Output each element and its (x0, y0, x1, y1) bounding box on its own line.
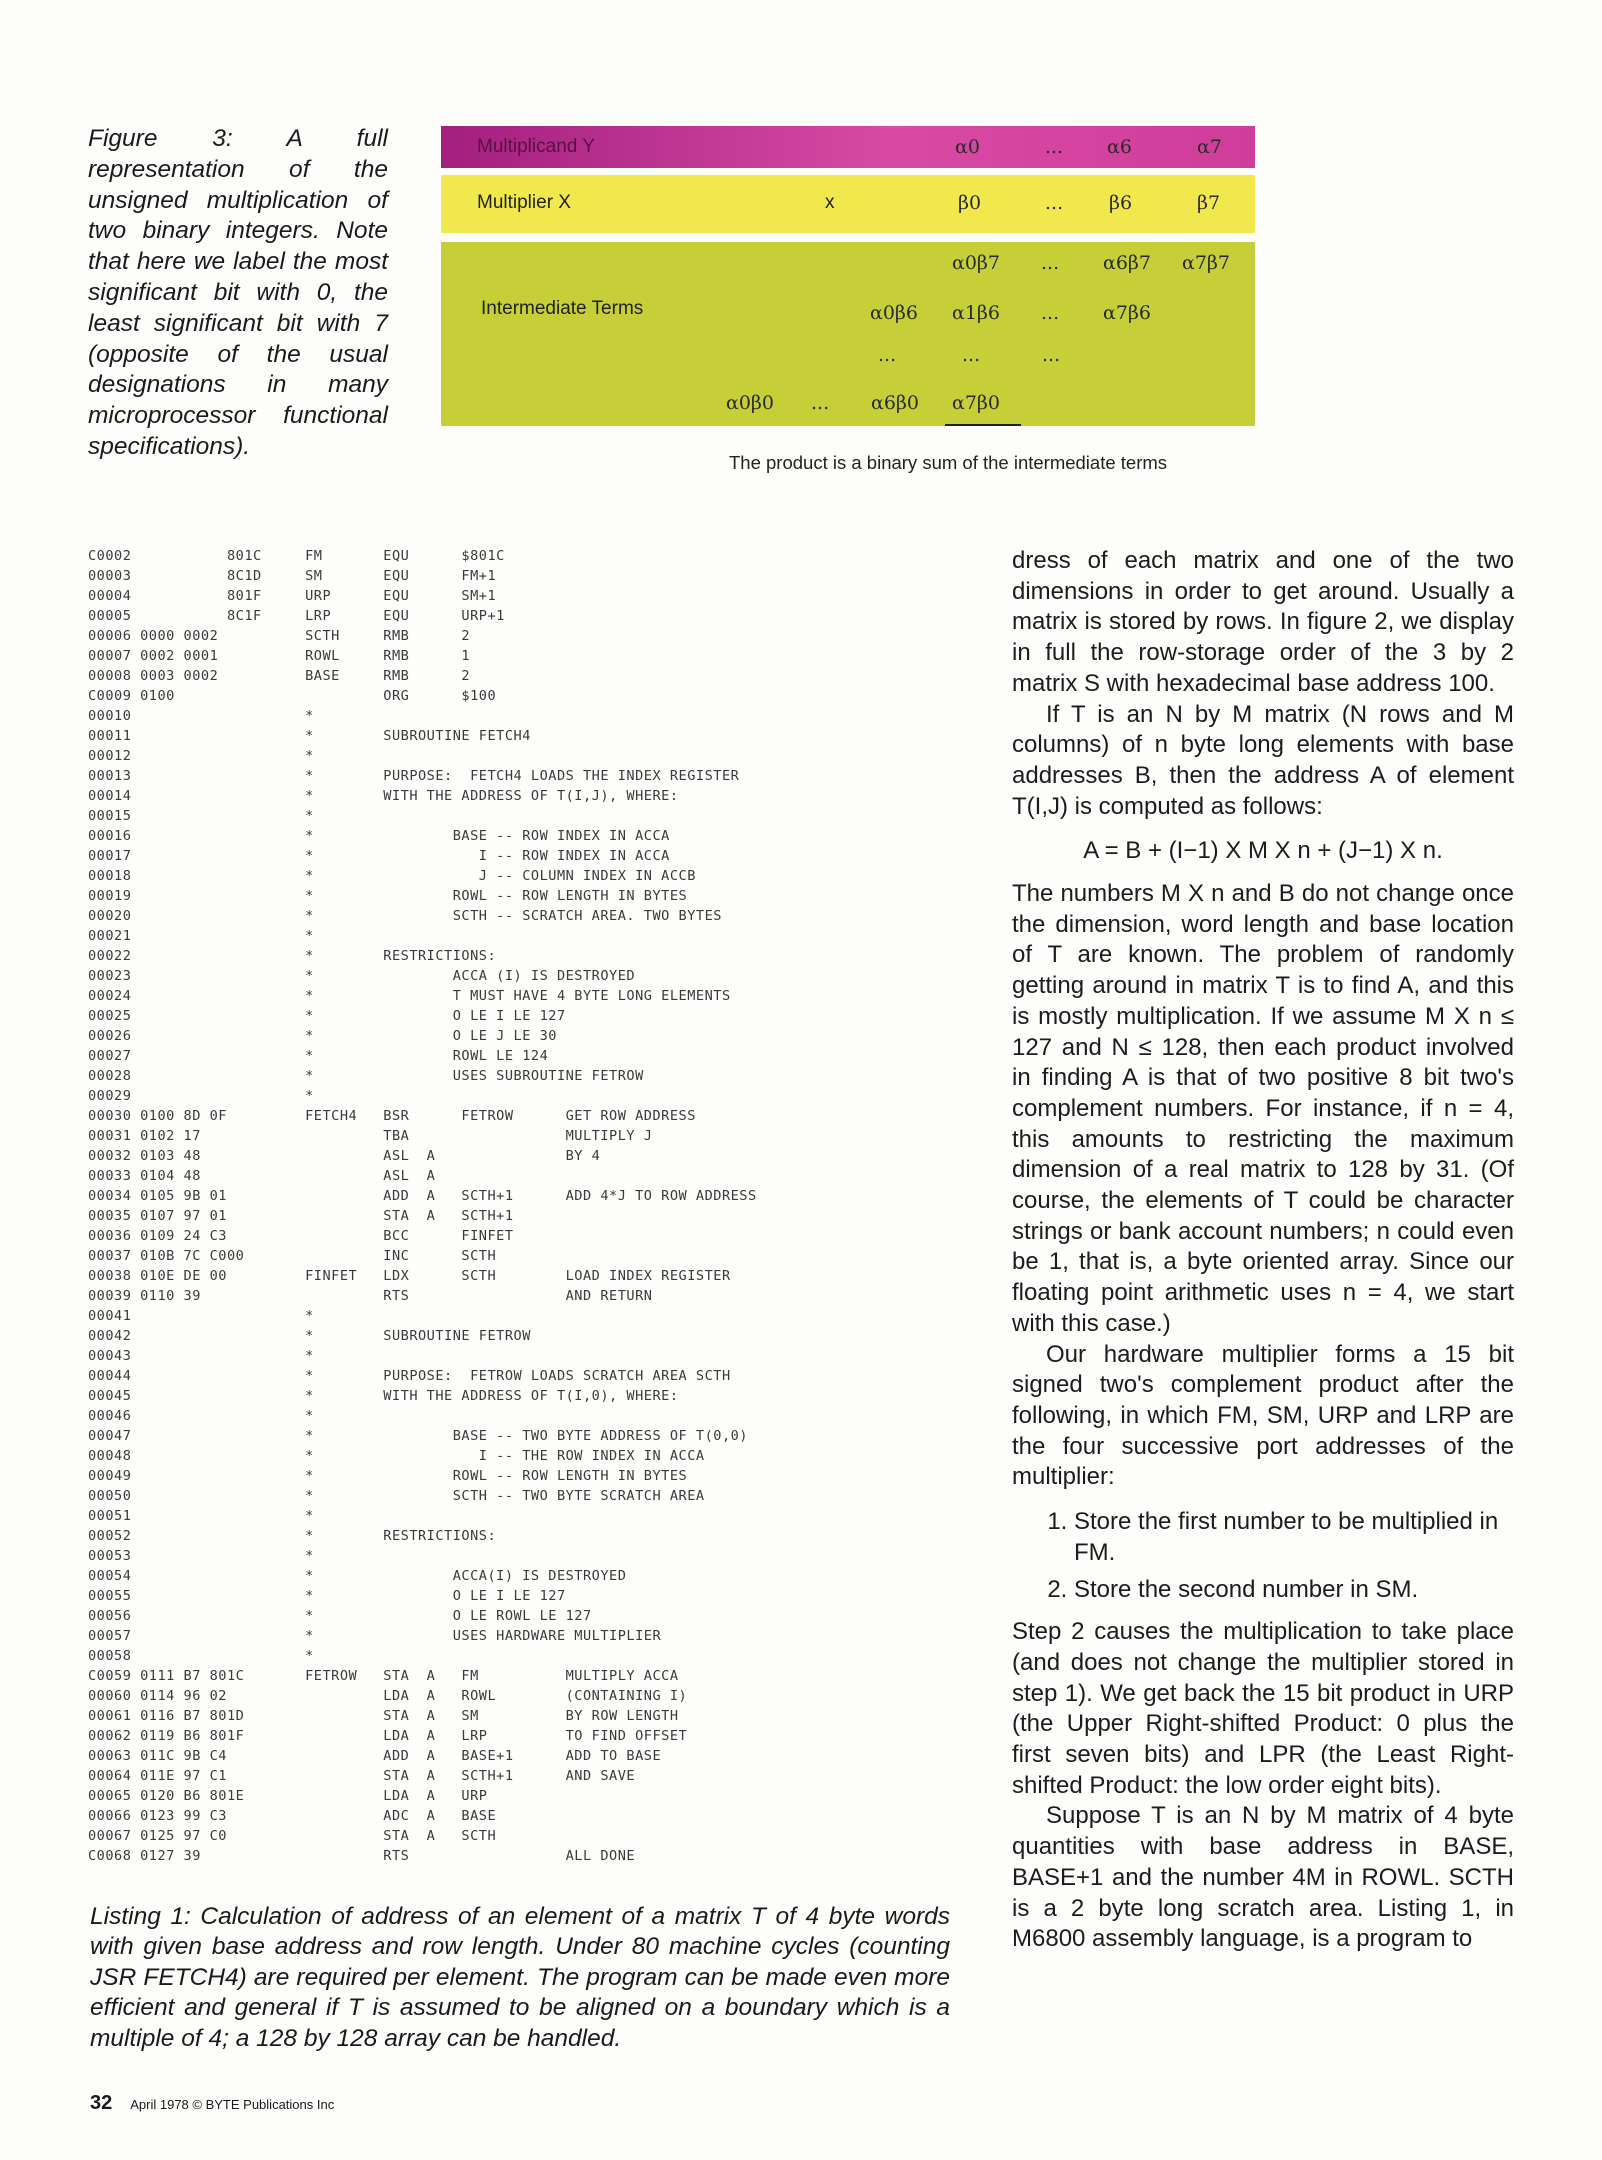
listing-line: 00031 0102 17 TBA MULTIPLY J (88, 1128, 653, 1144)
listing-line: 00029 * (88, 1088, 314, 1104)
listing-line: 00004 801F URP EQU SM+1 (88, 588, 497, 604)
multiplication-diagram (441, 126, 1255, 472)
listing-line: 00056 * O LE ROWL LE 127 (88, 1608, 592, 1624)
x-term-0: β0 (958, 192, 982, 214)
figure-3-caption: Figure 3: A full representation of the unsigned multiplication of two binary integers. Note that here we label the most significant bit with 0, the least significant bit with 7 (opposite of the usual designations in many microprocessor functional specifications). (88, 125, 388, 460)
listing-line: 00013 * PURPOSE: FETCH4 LOADS THE INDEX REGISTER (88, 768, 740, 784)
listing-line: 00047 * BASE -- TWO BYTE ADDRESS OF T(0,0) (88, 1428, 748, 1444)
diagram-footnote: The product is a binary sum of the intermediate terms (729, 452, 1168, 473)
intermediate-label: Intermediate Terms (481, 298, 644, 319)
listing-line: 00006 0000 0002 SCTH RMB 2 (88, 628, 471, 644)
listing-line: 00022 * RESTRICTIONS: (88, 948, 497, 964)
times-sign: x (825, 192, 835, 213)
sum-underline (945, 424, 1021, 426)
listing-line: C0002 801C FM EQU $801C (88, 548, 505, 564)
body-paragraph-4: Our hardware multiplier forms a 15 bit signed two's complement product after the following, in which FM, SM, URP and LRP are the four successive port addresses of the multiplier: (1012, 1340, 1514, 1491)
listing-line: 00020 * SCTH -- SCRATCH AREA. TWO BYTES (88, 908, 722, 924)
y-term-6: α6 (1107, 136, 1132, 158)
listing-line: 00017 * I -- ROW INDEX IN ACCA (88, 848, 670, 864)
y-term-0: α0 (955, 136, 980, 158)
listing-line: C0068 0127 39 RTS ALL DONE (88, 1848, 636, 1864)
mid-ellipsis-3: ... (1042, 344, 1061, 366)
body-paragraph-5: Step 2 causes the multiplication to take place (and does not change the multiplier stored in step 1). We get back the 15 bit product in URP (the Upper Right-shifted Product: 0 plus the first seven bits) and LPR (the Least Right-shifted Product: the low order eight bits). (1012, 1618, 1514, 1799)
listing-line: 00037 010B 7C C000 INC SCTH (88, 1248, 497, 1264)
listing-line: 00045 * WITH THE ADDRESS OF T(I,0), WHERE: (88, 1388, 679, 1404)
x-term-7: β7 (1197, 192, 1221, 214)
step-item: 1. Store the first number to be multiplied in FM. (1074, 1507, 1514, 1568)
listing-line: 00024 * T MUST HAVE 4 BYTE LONG ELEMENTS (88, 988, 731, 1004)
listing-line: 00018 * J -- COLUMN INDEX IN ACCB (88, 868, 696, 884)
listing-line: 00030 0100 8D 0F FETCH4 BSR FETROW GET ROW ADDRESS (88, 1108, 696, 1124)
term-a1b6: α1β6 (952, 302, 1000, 324)
listing-line: 00019 * ROWL -- ROW LENGTH IN BYTES (88, 888, 688, 904)
listing-1-caption: Listing 1: Calculation of address of an element of a matrix T of 4 byte words with given base address and row length. Under 80 machine cycles (counting JSR FETCH4) are required per element. The program can be made even more efficient and general if T is assumed to be aligned on a boundary which is a multiple of 4; a 128 by 128 array can be handled. (90, 1903, 950, 2052)
listing-line: 00035 0107 97 01 STA A SCTH+1 (88, 1208, 514, 1224)
listing-line: 00012 * (88, 748, 314, 764)
body-column (1012, 546, 1514, 1955)
page-number: 32 (90, 2092, 113, 2114)
listing-line: 00057 * USES HARDWARE MULTIPLIER (88, 1628, 662, 1644)
body-paragraph-6: Suppose T is an N by M matrix of 4 byte quantities with base address in BASE, BASE+1 and the number 4M in ROWL. SCTH is a 2 byte long scratch area. Listing 1, in M6800 assembly language, is a program to (1012, 1802, 1514, 1953)
listing-line: 00067 0125 97 C0 STA A SCTH (88, 1828, 497, 1844)
listing-line: 00063 011C 9B C4 ADD A BASE+1 ADD TO BASE (88, 1748, 662, 1764)
listing-line: 00060 0114 96 02 LDA A ROWL (CONTAINING I) (88, 1688, 688, 1704)
listing-line: 00015 * (88, 808, 314, 824)
listing-line: 00061 0116 B7 801D STA A SM BY ROW LENGTH (88, 1708, 679, 1724)
publication-line: April 1978 © BYTE Publications Inc (130, 2097, 335, 2112)
multiplicand-label: Multiplicand Y (477, 136, 595, 157)
term-a6b0: α6β0 (871, 392, 919, 414)
listing-line: 00062 0119 B6 801F LDA A LRP TO FIND OFFSET (88, 1728, 688, 1744)
row1-ellipsis: ... (1041, 252, 1060, 274)
listing-line: 00028 * USES SUBROUTINE FETROW (88, 1068, 644, 1084)
listing-1 (88, 546, 757, 1886)
listing-line: 00066 0123 99 C3 ADC A BASE (88, 1808, 497, 1824)
listing-line: 00010 * (88, 708, 314, 724)
y-ellipsis: ... (1045, 136, 1064, 158)
x-term-6: β6 (1109, 192, 1133, 214)
listing-line: 00064 011E 97 C1 STA A SCTH+1 AND SAVE (88, 1768, 636, 1784)
listing-line: 00026 * O LE J LE 30 (88, 1028, 557, 1044)
term-a6b7: α6β7 (1103, 252, 1151, 274)
listing-line: 00038 010E DE 00 FINFET LDX SCTH LOAD INDEX REGISTER (88, 1268, 731, 1284)
address-equation: A = B + (I−1) X M X n + (J−1) X n. (1083, 837, 1443, 865)
term-a7b0: α7β0 (952, 392, 1000, 414)
listing-line: 00050 * SCTH -- TWO BYTE SCRATCH AREA (88, 1488, 705, 1504)
listing-line: 00046 * (88, 1408, 314, 1424)
listing-line: 00003 8C1D SM EQU FM+1 (88, 568, 497, 584)
body-paragraph-3: The numbers M X n and B do not change once the dimension, word length and base location of T are known. The problem of randomly getting around in matrix T is to find A, and this is mostly multiplication. If we assume M X n ≤ 127 and N ≤ 128, then each product involved in finding A is that of two positive 8 bit two's complement numbers. For instance, if n = 4, this amounts to restricting the maximum dimension of a real matrix to 128 by 31. (Of course, the elements of T could be character strings or bank account numbers; n could even be 1, that is, a byte oriented array. Since our floating point arithmetic uses n = 4, we start with this case.) (1012, 880, 1514, 1337)
listing-line: 00008 0003 0002 BASE RMB 2 (88, 668, 471, 684)
listing-line: C0059 0111 B7 801C FETROW STA A FM MULTIPLY ACCA (88, 1668, 679, 1684)
listing-line: 00044 * PURPOSE: FETROW LOADS SCRATCH AREA SCTH (88, 1368, 731, 1384)
page-footer (90, 2092, 334, 2115)
y-term-7: α7 (1197, 136, 1222, 158)
listing-line: 00042 * SUBROUTINE FETROW (88, 1328, 531, 1344)
listing-line: 00052 * RESTRICTIONS: (88, 1528, 497, 1544)
listing-line: 00021 * (88, 928, 314, 944)
listing-line: 00032 0103 48 ASL A BY 4 (88, 1148, 601, 1164)
listing-line: 00023 * ACCA (I) IS DESTROYED (88, 968, 636, 984)
listing-line: 00051 * (88, 1508, 314, 1524)
listing-line: 00055 * O LE I LE 127 (88, 1588, 566, 1604)
term-a7b7: α7β7 (1182, 252, 1230, 274)
listing-line: 00065 0120 B6 801E LDA A URP (88, 1788, 488, 1804)
listing-line: 00039 0110 39 RTS AND RETURN (88, 1288, 653, 1304)
listing-line: 00016 * BASE -- ROW INDEX IN ACCA (88, 828, 670, 844)
last-row-ellipsis: ... (811, 392, 830, 414)
listing-line: 00014 * WITH THE ADDRESS OF T(I,J), WHERE: (88, 788, 679, 804)
steps-list (1012, 1507, 1514, 1605)
listing-line: 00049 * ROWL -- ROW LENGTH IN BYTES (88, 1468, 688, 1484)
listing-line: 00011 * SUBROUTINE FETCH4 (88, 728, 531, 744)
body-paragraph-1: dress of each matrix and one of the two dimensions in order to get around. Usually a matrix is stored by rows. In figure 2, we display in full the row-storage order of the 3 by 2 matrix S with hexadecimal base address 100. (1012, 547, 1514, 697)
term-a0b7: α0β7 (952, 252, 1000, 274)
row2-ellipsis: ... (1041, 302, 1060, 324)
listing-line: 00034 0105 9B 01 ADD A SCTH+1 ADD 4*J TO ROW ADDRESS (88, 1188, 757, 1204)
listing-line: 00043 * (88, 1348, 314, 1364)
mid-ellipsis-1: ... (878, 344, 897, 366)
listing-line: 00053 * (88, 1548, 314, 1564)
mid-ellipsis-2: ... (962, 344, 981, 366)
listing-line: 00027 * ROWL LE 124 (88, 1048, 549, 1064)
listing-line (88, 1866, 757, 1886)
listing-line: 00054 * ACCA(I) IS DESTROYED (88, 1568, 627, 1584)
listing-line: 00005 8C1F LRP EQU URP+1 (88, 608, 505, 624)
listing-line: 00033 0104 48 ASL A (88, 1168, 436, 1184)
step-item: 2. Store the second number in SM. (1074, 1575, 1514, 1606)
term-a0b0: α0β0 (726, 392, 774, 414)
listing-line: C0009 0100 ORG $100 (88, 688, 497, 704)
multiplier-label: Multiplier X (477, 192, 571, 213)
term-a7b6: α7β6 (1103, 302, 1151, 324)
listing-line: 00007 0002 0001 ROWL RMB 1 (88, 648, 471, 664)
listing-line: 00036 0109 24 C3 BCC FINFET (88, 1228, 514, 1244)
listing-line: 00041 * (88, 1308, 314, 1324)
body-paragraph-2: If T is an N by M matrix (N rows and M columns) of n byte long elements with base addresses B, then the address A of element T(I,J) is computed as follows: (1012, 700, 1514, 820)
x-ellipsis: ... (1045, 192, 1064, 214)
term-a0b6: α0β6 (870, 302, 918, 324)
listing-line: 00048 * I -- THE ROW INDEX IN ACCA (88, 1448, 705, 1464)
listing-line: 00058 * (88, 1648, 314, 1664)
listing-line: 00025 * O LE I LE 127 (88, 1008, 566, 1024)
